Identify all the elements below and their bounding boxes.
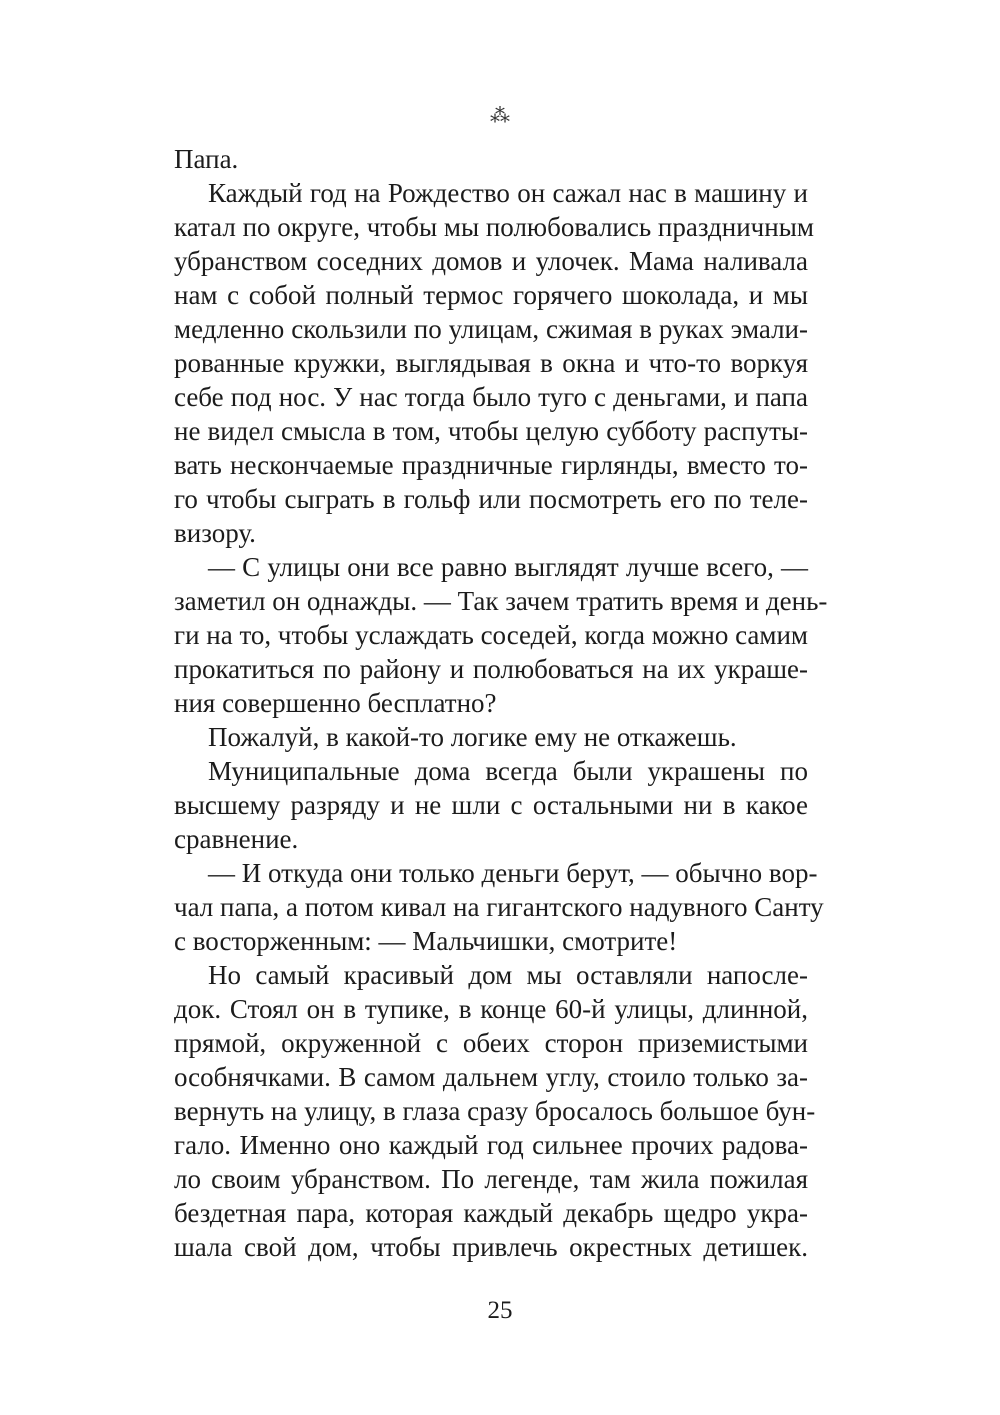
text-line: прямой, окруженной с обеих сторон приземистыми (174, 1028, 808, 1058)
text-line: ния совершенно бесплатно? (174, 688, 497, 718)
text-line: чал папа, а потом кивал на гигантского надувного Санту (174, 892, 824, 922)
text-line: шала свой дом, чтобы привлечь окрестных детишек. (174, 1232, 808, 1262)
text-line: док. Стоял он в тупике, в конце 60-й улицы, длинной, (174, 994, 808, 1024)
text-line: вать нескончаемые праздничные гирлянды, вместо то- (174, 450, 808, 480)
text-line: ги на то, чтобы услаждать соседей, когда можно самим (174, 620, 808, 650)
text-line: прокатиться по району и полюбоваться на их украше- (174, 654, 808, 684)
section-break-ornament: ⁂ (490, 105, 510, 127)
text-line: медленно скользили по улицам, сжимая в руках эмали- (174, 314, 808, 344)
text-line: го чтобы сыграть в гольф или посмотреть его по теле- (174, 484, 808, 514)
page-number: 25 (487, 1297, 513, 1324)
text-line: с восторженным: — Мальчишки, смотрите! (174, 926, 678, 956)
text-line: убранством соседних домов и улочек. Мама наливала (174, 246, 808, 276)
text-line: Но самый красивый дом мы оставляли напосле- (208, 960, 808, 990)
text-line: вернуть на улицу, в глаза сразу бросалось большое бун- (174, 1096, 816, 1126)
text-line: Папа. (174, 144, 239, 174)
text-line: сравнение. (174, 824, 299, 854)
text-line: бездетная пара, которая каждый декабрь щедро укра- (174, 1198, 808, 1228)
text-line: гало. Именно оно каждый год сильнее прочих радова- (174, 1130, 808, 1160)
text-line: Пожалуй, в какой-то логике ему не откажешь. (208, 722, 737, 752)
text-line: нам с собой полный термос горячего шоколада, и мы (174, 280, 808, 310)
text-line: катал по округе, чтобы мы полюбовались праздничным (174, 212, 814, 242)
text-line: себе под нос. У нас тогда было туго с деньгами, и папа (174, 382, 808, 412)
text-line: Каждый год на Рождество он сажал нас в машину и (208, 178, 808, 208)
text-line: заметил он однажды. — Так зачем тратить время и день- (174, 586, 828, 616)
text-line: визору. (174, 518, 256, 548)
text-line: ло своим убранством. По легенде, там жила пожилая (174, 1164, 808, 1194)
body-text (174, 142, 828, 1264)
text-line: Муниципальные дома всегда были украшены по (208, 756, 808, 786)
text-line: — С улицы они все равно выглядят лучше всего, — (208, 552, 808, 582)
text-line: особнячками. В самом дальнем углу, стоило только за- (174, 1062, 808, 1092)
text-line: высшему разряду и не шли с остальными ни в какое (174, 790, 808, 820)
text-line: не видел смысла в том, чтобы целую субботу распуты- (174, 416, 808, 446)
text-line: — И откуда они только деньги берут, — обычно вор- (208, 858, 818, 888)
text-line: рованные кружки, выглядывая в окна и что-то воркуя (174, 348, 808, 378)
